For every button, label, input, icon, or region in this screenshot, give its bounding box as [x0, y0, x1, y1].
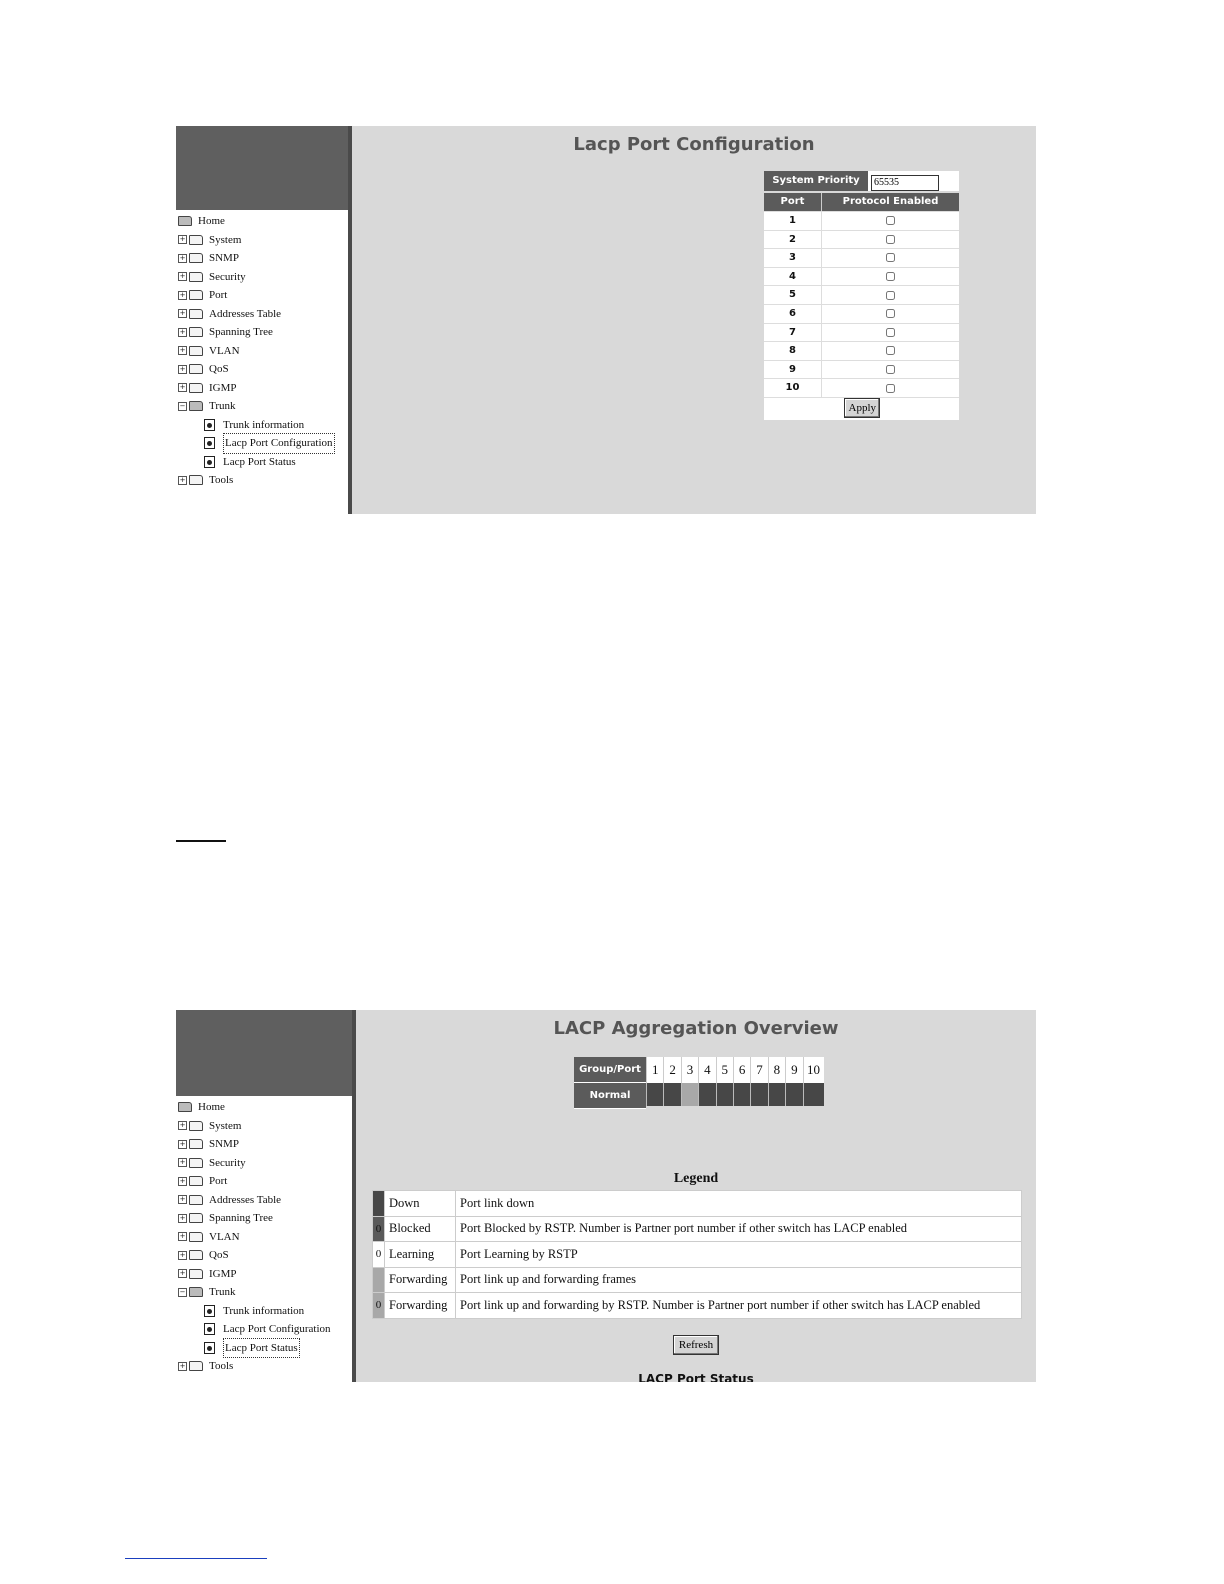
protocol-enabled-checkbox[interactable]	[886, 346, 895, 355]
checkbox-cell	[822, 305, 959, 323]
table-row	[764, 248, 959, 267]
legend-swatch	[373, 1191, 385, 1217]
folder-icon	[189, 1269, 203, 1279]
tree-item-lacp-port-status[interactable]	[178, 1339, 352, 1358]
system-priority-label: System Priority	[764, 171, 868, 191]
table-row	[764, 304, 959, 323]
page-title: Lacp Port Configuration	[573, 134, 815, 155]
legend-name: Forwarding	[385, 1267, 456, 1293]
expand-icon[interactable]: +	[179, 272, 186, 281]
folder-icon	[189, 1121, 203, 1131]
collapse-icon[interactable]: −	[179, 1287, 186, 1296]
tree-item-addresses-table[interactable]	[178, 305, 348, 324]
tree-label: Spanning Tree	[209, 326, 273, 338]
port-header: 7	[750, 1057, 767, 1083]
folder-icon	[189, 327, 203, 337]
port-state-cell	[681, 1083, 698, 1106]
port-number: 7	[764, 324, 822, 342]
open-folder-icon	[189, 401, 203, 411]
tree-item-qos[interactable]	[178, 1246, 352, 1265]
protocol-enabled-checkbox[interactable]	[886, 384, 895, 393]
legend-name: Blocked	[385, 1216, 456, 1242]
aggregation-grid	[574, 1057, 824, 1109]
folder-icon	[189, 1139, 203, 1149]
tree-label: Addresses Table	[209, 1193, 282, 1206]
open-folder-icon	[178, 216, 192, 226]
normal-group-row	[574, 1083, 824, 1109]
tree-item-spanning-tree[interactable]	[178, 323, 348, 342]
port-number: 2	[764, 231, 822, 249]
tree-label: Security	[209, 270, 246, 283]
port-number: 1	[764, 212, 822, 230]
port-number: 5	[764, 286, 822, 304]
protocol-enabled-checkbox[interactable]	[886, 309, 895, 318]
tree-label: VLAN	[209, 344, 240, 357]
group-port-header-row	[574, 1057, 824, 1083]
folder-icon	[189, 1213, 203, 1223]
port-state-cell	[785, 1083, 802, 1106]
tree-label: Addresses Table	[209, 307, 282, 320]
tree-label: Trunk	[209, 400, 236, 412]
checkbox-cell	[822, 212, 959, 230]
tree-label: VLAN	[209, 1230, 240, 1243]
table-row	[764, 267, 959, 286]
tree-item-lacp-port-configuration[interactable]	[178, 1320, 352, 1339]
port-header: 10	[803, 1057, 824, 1083]
port-number: 9	[764, 361, 822, 379]
table-row	[764, 378, 959, 397]
page-icon	[204, 437, 215, 449]
table-row	[764, 360, 959, 379]
folder-icon	[189, 383, 203, 393]
folder-icon	[189, 1195, 203, 1205]
port-state-cell	[733, 1083, 750, 1106]
page-icon	[204, 1342, 215, 1354]
legend-swatch: 0	[373, 1293, 385, 1319]
legend-description: Port Blocked by RSTP. Number is Partner port number if other switch has LACP enabled	[456, 1216, 1022, 1242]
banner	[176, 1010, 352, 1096]
page-icon	[204, 1323, 215, 1335]
tree-label: Lacp Port Configuration	[223, 1323, 331, 1335]
open-folder-icon	[189, 1287, 203, 1297]
checkbox-cell	[822, 268, 959, 286]
folder-icon	[189, 364, 203, 374]
table-row	[764, 230, 959, 249]
port-header: 8	[768, 1057, 785, 1083]
tree-item-addresses-table[interactable]	[178, 1191, 352, 1210]
checkbox-cell	[822, 231, 959, 249]
legend-description: Port Learning by RSTP	[456, 1242, 1022, 1268]
expand-icon[interactable]: +	[179, 364, 186, 373]
tree-item-tools[interactable]	[178, 1357, 352, 1376]
lacp-port-configuration-screenshot	[176, 126, 1036, 514]
port-header: 2	[663, 1057, 680, 1083]
tree-label: Home	[198, 215, 225, 227]
navigation-sidebar	[176, 126, 352, 514]
protocol-enabled-checkbox[interactable]	[886, 235, 895, 244]
expand-icon[interactable]: +	[179, 290, 186, 299]
system-priority-input[interactable]	[871, 175, 939, 191]
port-header: 1	[646, 1057, 663, 1083]
port-header: 3	[681, 1057, 698, 1083]
banner	[176, 126, 348, 210]
main-content	[356, 1010, 1036, 1382]
port-state-cell	[698, 1083, 715, 1106]
folder-icon	[189, 1176, 203, 1186]
table-header	[764, 193, 959, 211]
protocol-enabled-checkbox[interactable]	[886, 272, 895, 281]
tree-item-lacp-port-status[interactable]	[178, 453, 348, 472]
tree-item-system[interactable]	[178, 231, 348, 250]
legend-title: Legend	[673, 1171, 719, 1186]
legend-row	[373, 1242, 1022, 1268]
table-row	[764, 341, 959, 360]
tree-item-snmp[interactable]	[178, 249, 348, 268]
expand-icon[interactable]: +	[179, 235, 186, 244]
tree-label: Trunk	[209, 1286, 236, 1298]
expand-icon[interactable]: +	[179, 1121, 186, 1130]
folder-icon	[189, 1250, 203, 1260]
legend-description: Port link up and forwarding by RSTP. Number is Partner port number if other switch has LACP enabled	[456, 1293, 1022, 1319]
port-state-cell	[663, 1083, 680, 1106]
expand-icon[interactable]: +	[179, 309, 186, 318]
tree-item-igmp[interactable]	[178, 379, 348, 398]
port-state-cell	[646, 1083, 663, 1106]
open-folder-icon	[178, 1102, 192, 1112]
expand-icon[interactable]: +	[179, 383, 186, 392]
tree-label: System	[209, 1119, 242, 1132]
expand-icon[interactable]: +	[179, 1158, 186, 1167]
tree-item-spanning-tree[interactable]	[178, 1209, 352, 1228]
tree-item-trunk-information[interactable]	[178, 416, 348, 435]
checkbox-cell	[822, 324, 959, 342]
tree-item-vlan[interactable]	[178, 342, 348, 361]
collapse-icon[interactable]: −	[179, 401, 186, 410]
tree-item-home[interactable]	[178, 212, 348, 231]
checkbox-cell	[822, 249, 959, 267]
port-number: 6	[764, 305, 822, 323]
protocol-enabled-checkbox[interactable]	[886, 291, 895, 300]
tree-item-trunk[interactable]	[178, 1283, 352, 1302]
expand-icon[interactable]: +	[179, 1195, 186, 1204]
expand-icon[interactable]: +	[179, 1361, 186, 1370]
table-row	[764, 323, 959, 342]
legend-table	[372, 1190, 1022, 1319]
port-number: 4	[764, 268, 822, 286]
navigation-sidebar	[176, 1010, 356, 1382]
tree-label: Lacp Port Status	[223, 455, 296, 468]
tree-label: Lacp Port Status	[223, 1338, 300, 1359]
normal-group-label: Normal	[574, 1083, 646, 1109]
legend-description: Port link down	[456, 1191, 1022, 1217]
lacp-config-form	[764, 171, 959, 420]
expand-icon[interactable]: +	[179, 1269, 186, 1278]
expand-icon[interactable]: +	[179, 475, 186, 484]
tree-item-tools[interactable]	[178, 471, 348, 490]
expand-icon[interactable]: +	[179, 253, 186, 262]
protocol-enabled-checkbox[interactable]	[886, 253, 895, 262]
port-header: 4	[698, 1057, 715, 1083]
port-header: 5	[716, 1057, 733, 1083]
system-priority-row	[764, 171, 959, 191]
tree-label: SNMP	[209, 1138, 239, 1150]
tree-label: IGMP	[209, 1267, 237, 1280]
folder-icon	[189, 1361, 203, 1371]
legend-swatch: 0	[373, 1216, 385, 1242]
expand-icon[interactable]: +	[179, 1139, 186, 1148]
legend-row	[373, 1267, 1022, 1293]
tree-item-home[interactable]	[178, 1098, 352, 1117]
port-number: 8	[764, 342, 822, 360]
tree-item-system[interactable]	[178, 1117, 352, 1136]
tree-label: Lacp Port Configuration	[223, 433, 335, 454]
navigation-tree	[178, 212, 348, 490]
expand-icon[interactable]: +	[179, 1213, 186, 1222]
folder-icon	[189, 1232, 203, 1242]
port-state-cell	[750, 1083, 767, 1106]
legend-description: Port link up and forwarding frames	[456, 1267, 1022, 1293]
system-priority-cell	[868, 171, 959, 191]
folder-icon	[189, 235, 203, 245]
tree-label: Trunk information	[223, 418, 305, 431]
expand-icon[interactable]: +	[179, 1250, 186, 1259]
tree-label: Port	[209, 1175, 228, 1187]
legend-row	[373, 1293, 1022, 1319]
checkbox-cell	[822, 342, 959, 360]
legend-swatch: 0	[373, 1242, 385, 1268]
tree-label: SNMP	[209, 252, 239, 264]
tree-label: QoS	[209, 1249, 229, 1261]
folder-icon	[189, 475, 203, 485]
tree-item-trunk[interactable]	[178, 397, 348, 416]
port-header: 6	[733, 1057, 750, 1083]
tree-item-snmp[interactable]	[178, 1135, 352, 1154]
tree-item-qos[interactable]	[178, 360, 348, 379]
protocol-enabled-checkbox[interactable]	[886, 328, 895, 337]
page-title: LACP Aggregation Overview	[553, 1018, 839, 1039]
protocol-enabled-checkbox[interactable]	[886, 365, 895, 374]
protocol-enabled-checkbox[interactable]	[886, 216, 895, 225]
page-icon	[204, 1305, 215, 1317]
checkbox-cell	[822, 361, 959, 379]
table-row	[764, 285, 959, 304]
legend-row	[373, 1191, 1022, 1217]
table-row	[764, 211, 959, 230]
folder-icon	[189, 1158, 203, 1168]
page-icon	[204, 456, 215, 468]
refresh-button[interactable]: Refresh	[673, 1335, 719, 1355]
column-header-protocol-enabled: Protocol Enabled	[842, 196, 939, 207]
tree-label: Port	[209, 289, 228, 301]
tree-label: QoS	[209, 363, 229, 375]
legend-name: Learning	[385, 1242, 456, 1268]
tree-label: IGMP	[209, 381, 237, 394]
lacp-aggregation-overview-screenshot	[176, 1010, 1036, 1382]
footnote-link-underline	[125, 1558, 267, 1559]
legend-swatch	[373, 1267, 385, 1293]
port-number: 3	[764, 249, 822, 267]
table-footer	[764, 397, 959, 420]
tree-item-port[interactable]	[178, 1172, 352, 1191]
tree-label: Tools	[209, 474, 234, 486]
tree-label: Security	[209, 1156, 246, 1169]
legend-name: Down	[385, 1191, 456, 1217]
tree-item-security[interactable]	[178, 1154, 352, 1173]
legend-row	[373, 1216, 1022, 1242]
expand-icon[interactable]: +	[179, 1232, 186, 1241]
tree-label: Tools	[209, 1360, 234, 1372]
folder-icon	[189, 253, 203, 263]
main-content	[352, 126, 1036, 514]
expand-icon[interactable]: +	[179, 327, 186, 336]
tree-label: Home	[198, 1101, 225, 1113]
tree-label: Spanning Tree	[209, 1212, 273, 1224]
folder-icon	[189, 272, 203, 282]
column-header-port: Port	[764, 193, 822, 211]
apply-button[interactable]: Apply	[844, 398, 880, 418]
checkbox-cell	[822, 379, 959, 397]
tree-item-trunk-information[interactable]	[178, 1302, 352, 1321]
checkbox-cell	[822, 286, 959, 304]
port-state-cell	[768, 1083, 785, 1106]
tree-label: System	[209, 233, 242, 246]
folder-icon	[189, 290, 203, 300]
tree-item-port[interactable]	[178, 286, 348, 305]
tree-item-security[interactable]	[178, 268, 348, 287]
tree-item-igmp[interactable]	[178, 1265, 352, 1284]
legend-name: Forwarding	[385, 1293, 456, 1319]
lacp-port-status-heading: LACP Port Status	[638, 1372, 754, 1382]
port-number: 10	[764, 379, 822, 397]
tree-label: Trunk information	[223, 1304, 305, 1317]
navigation-tree	[178, 1098, 352, 1376]
folder-icon	[189, 346, 203, 356]
tree-item-vlan[interactable]	[178, 1228, 352, 1247]
folder-icon	[189, 309, 203, 319]
tree-item-lacp-port-configuration[interactable]	[178, 434, 348, 453]
expand-icon[interactable]: +	[179, 1176, 186, 1185]
expand-icon[interactable]: +	[179, 346, 186, 355]
port-state-cell	[716, 1083, 733, 1106]
note-underline	[176, 840, 226, 842]
page-icon	[204, 419, 215, 431]
port-state-cell	[803, 1083, 824, 1106]
group-port-label: Group/Port	[574, 1057, 646, 1083]
port-header: 9	[785, 1057, 802, 1083]
